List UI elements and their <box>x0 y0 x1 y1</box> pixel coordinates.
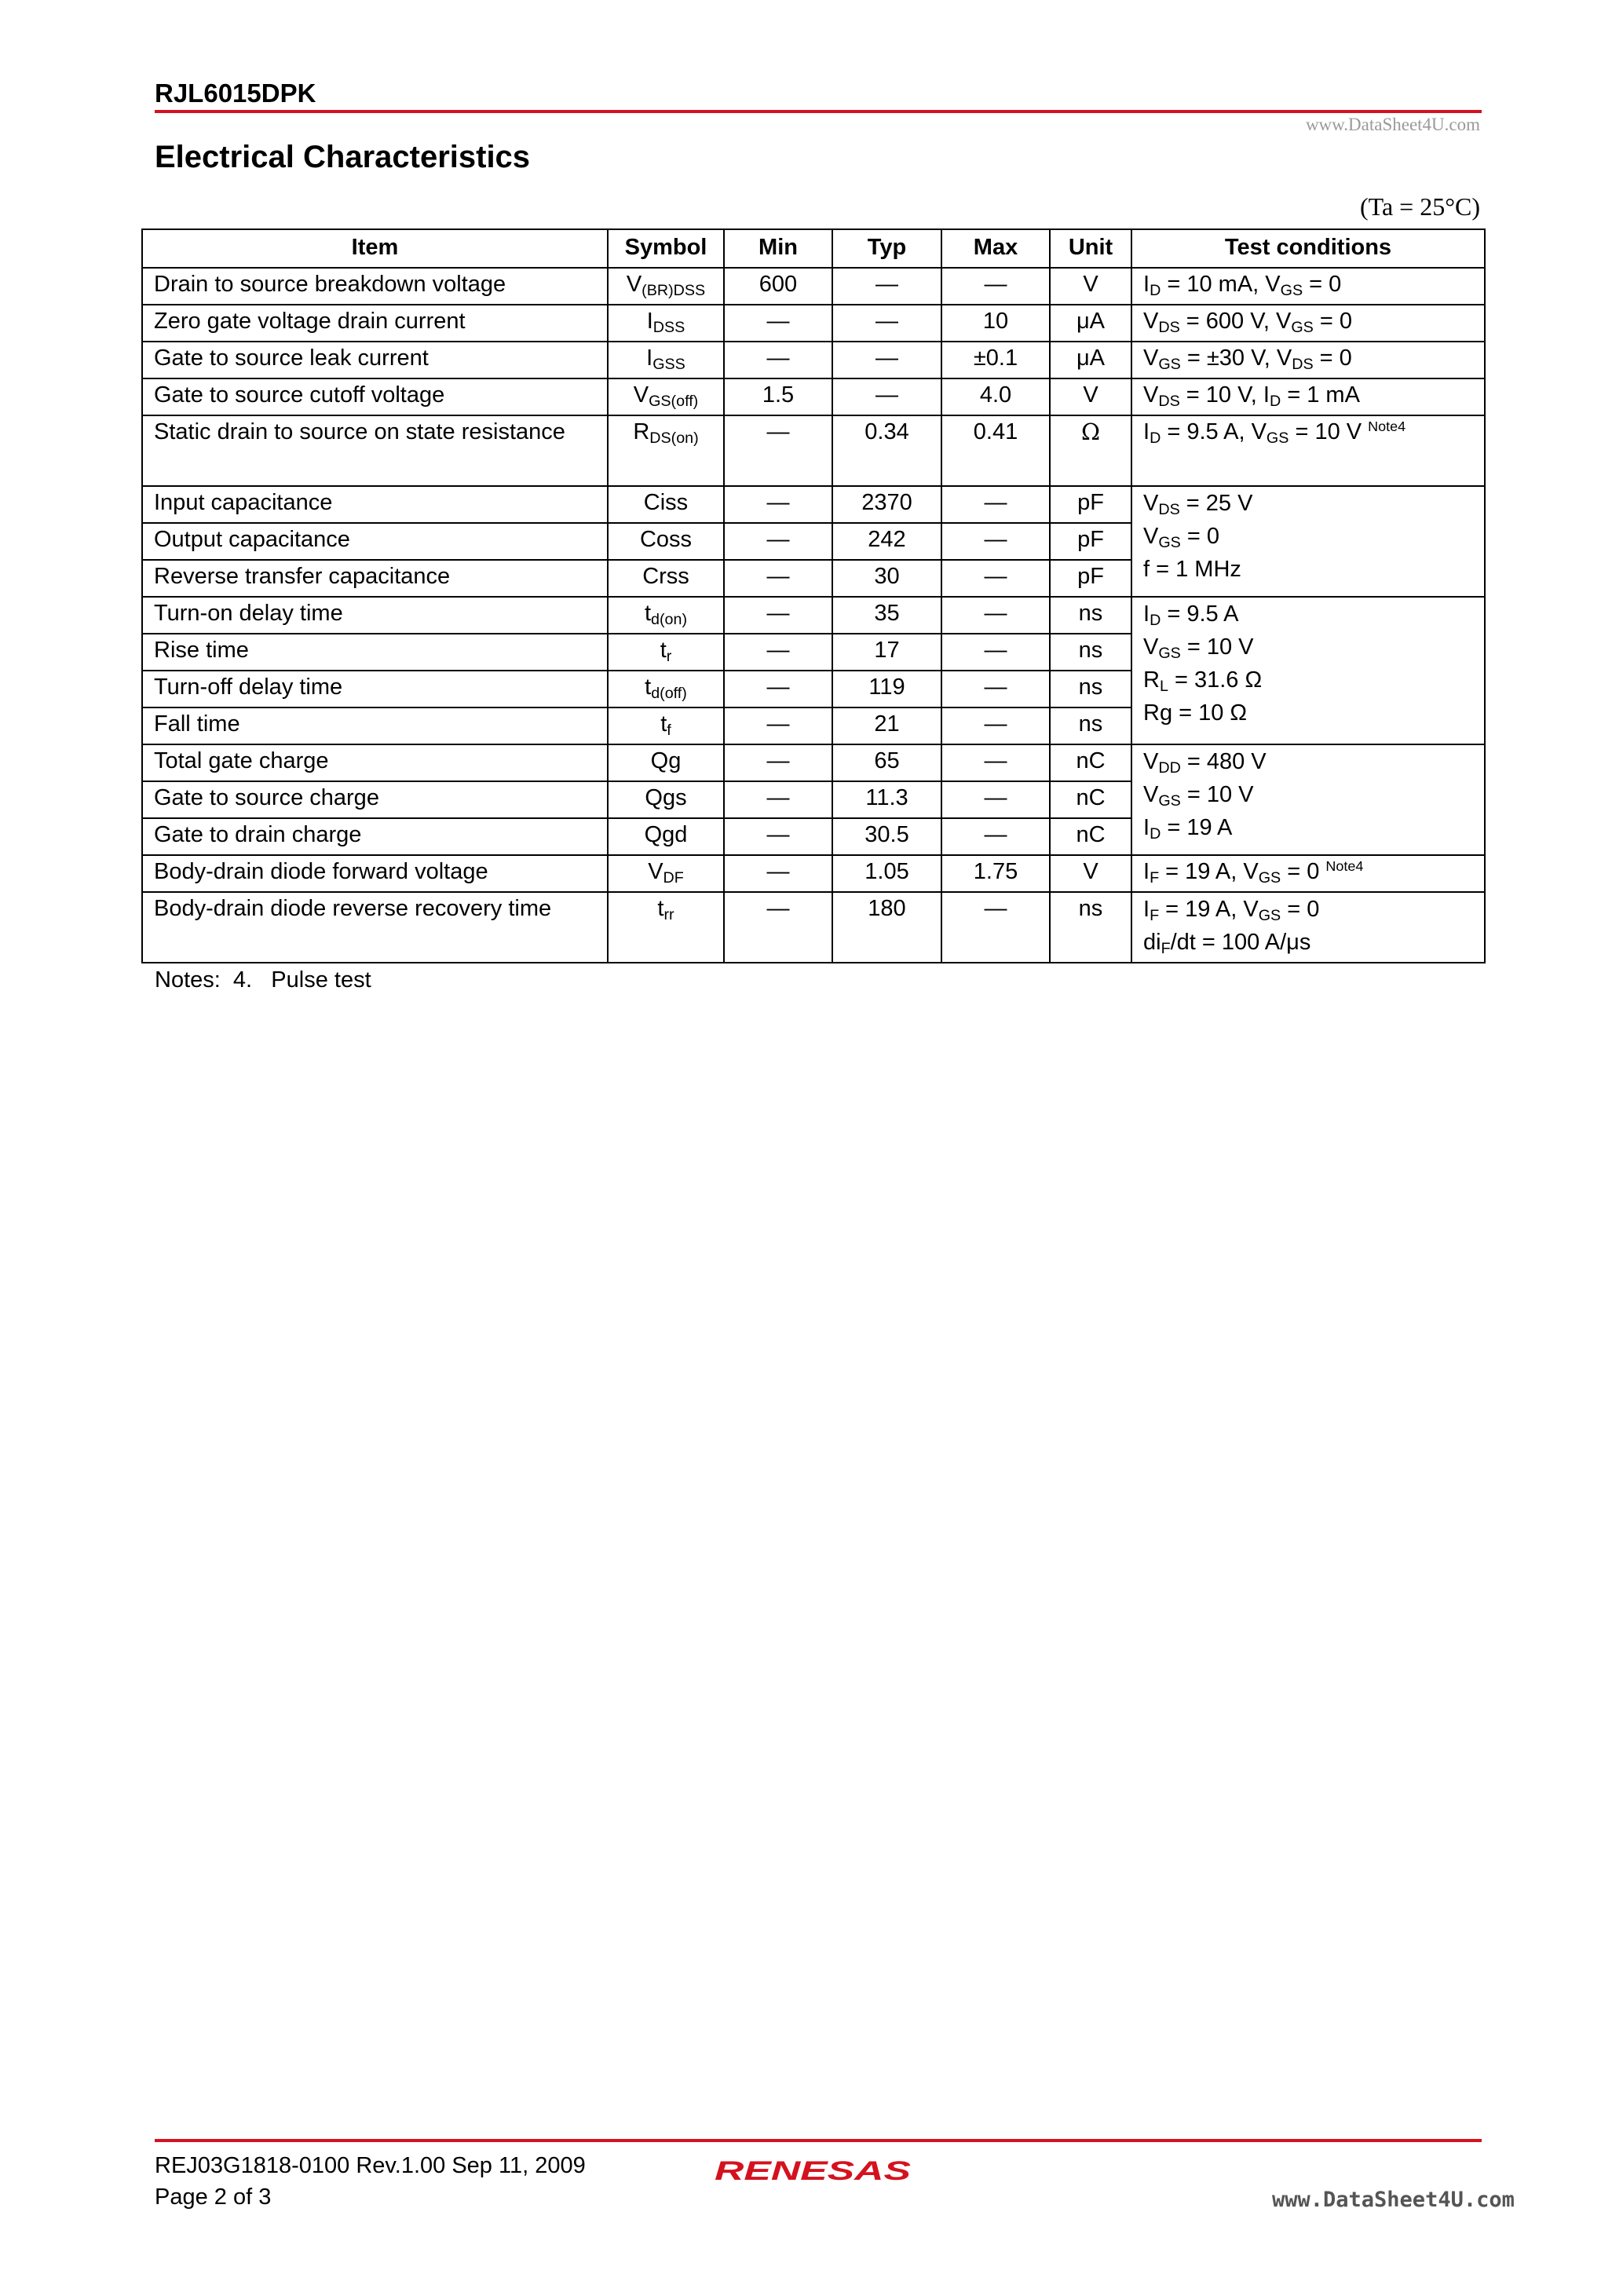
min-cell: — <box>724 560 832 597</box>
item-cell: Gate to drain charge <box>142 818 608 855</box>
column-header: Min <box>724 229 832 268</box>
unit-cell: Ω <box>1050 415 1131 486</box>
min-cell: — <box>724 707 832 744</box>
max-cell: — <box>941 892 1050 963</box>
item-cell: Gate to source charge <box>142 781 608 818</box>
typ-cell: 180 <box>832 892 941 963</box>
max-cell: — <box>941 597 1050 634</box>
min-cell: — <box>724 781 832 818</box>
unit-cell: nC <box>1050 818 1131 855</box>
table-row <box>142 342 1485 378</box>
item-cell: Gate to source leak current <box>142 342 608 378</box>
column-header: Unit <box>1050 229 1131 268</box>
typ-cell: 0.34 <box>832 415 941 486</box>
typ-cell: — <box>832 378 941 415</box>
max-cell: 10 <box>941 305 1050 342</box>
watermark-bottom[interactable]: www.DataSheet4U.com <box>1272 2188 1515 2212</box>
table-row <box>142 378 1485 415</box>
max-cell: — <box>941 486 1050 523</box>
logo-text: RENESAS <box>715 2156 912 2186</box>
ambient-condition: (Ta = 25°C) <box>1359 192 1480 221</box>
unit-cell: V <box>1050 855 1131 892</box>
test-condition-cell: $V_{DS} = 600$ V, $V_{GS} = 0$ <box>1131 305 1485 342</box>
renesas-logo-mark <box>713 2152 917 2186</box>
unit-cell: pF <box>1050 486 1131 523</box>
item-cell: Total gate charge <box>142 744 608 781</box>
item-cell: Input capacitance <box>142 486 608 523</box>
typ-cell: 2370 <box>832 486 941 523</box>
max-cell: — <box>941 671 1050 707</box>
max-cell: — <box>941 634 1050 671</box>
min-cell: — <box>724 415 832 486</box>
typ-cell: 242 <box>832 523 941 560</box>
notes: Notes: 4. Pulse test <box>155 967 371 993</box>
typ-cell: 1.05 <box>832 855 941 892</box>
min-cell: — <box>724 818 832 855</box>
section-title: Electrical Characteristics <box>155 140 531 174</box>
item-cell: Rise time <box>142 634 608 671</box>
min-cell: — <box>724 523 832 560</box>
table-row <box>142 744 1485 781</box>
max-cell: ±0.1 <box>941 342 1050 378</box>
unit-cell: V <box>1050 268 1131 305</box>
min-cell: — <box>724 744 832 781</box>
unit-cell: ns <box>1050 671 1131 707</box>
renesas-logo <box>713 2152 917 2190</box>
min-cell: — <box>724 305 832 342</box>
table-row <box>142 268 1485 305</box>
typ-cell: — <box>832 268 941 305</box>
min-cell: 600 <box>724 268 832 305</box>
table-row <box>142 597 1485 634</box>
symbol-cell: $t_f$ <box>608 707 724 744</box>
column-header: Symbol <box>608 229 724 268</box>
unit-cell: ns <box>1050 634 1131 671</box>
table-row <box>142 415 1485 486</box>
symbol-cell: $V_{DF}$ <box>608 855 724 892</box>
typ-cell: 17 <box>832 634 941 671</box>
symbol-cell: $R_{DS(on)}$ <box>608 415 724 486</box>
table-header-row <box>142 229 1485 268</box>
symbol-cell: $V_{GS(off)}$ <box>608 378 724 415</box>
symbol-cell: Ciss <box>608 486 724 523</box>
max-cell: — <box>941 707 1050 744</box>
typ-cell: 30 <box>832 560 941 597</box>
max-cell: 0.41 <box>941 415 1050 486</box>
test-condition-cell: $I_F = 19$ A, $V_{GS} = 0$ $di_F/dt = 100$ A/μs <box>1131 892 1485 963</box>
test-condition-cell: $V_{GS} = \pm 30$ V, $V_{DS} = 0$ <box>1131 342 1485 378</box>
min-cell: 1.5 <box>724 378 832 415</box>
footer-rule <box>155 2139 1482 2142</box>
typ-cell: — <box>832 342 941 378</box>
item-cell: Fall time <box>142 707 608 744</box>
min-cell: — <box>724 634 832 671</box>
item-cell: Turn-on delay time <box>142 597 608 634</box>
typ-cell: 119 <box>832 671 941 707</box>
test-condition-cell: $I_D = 9.5$ A, $V_{GS} = 10$ V $^{Note4}$ <box>1131 415 1485 486</box>
max-cell: — <box>941 560 1050 597</box>
max-cell: — <box>941 781 1050 818</box>
item-cell: Static drain to source on state resistance <box>142 415 608 486</box>
symbol-cell: Qgd <box>608 818 724 855</box>
column-header: Item <box>142 229 608 268</box>
typ-cell: 35 <box>832 597 941 634</box>
symbol-cell: Crss <box>608 560 724 597</box>
typ-cell: — <box>832 305 941 342</box>
max-cell: — <box>941 268 1050 305</box>
symbol-cell: $t_r$ <box>608 634 724 671</box>
min-cell: — <box>724 855 832 892</box>
unit-cell: ns <box>1050 707 1131 744</box>
typ-cell: 30.5 <box>832 818 941 855</box>
symbol-cell: $t_{rr}$ <box>608 892 724 963</box>
item-cell: Gate to source cutoff voltage <box>142 378 608 415</box>
min-cell: — <box>724 892 832 963</box>
item-cell: Reverse transfer capacitance <box>142 560 608 597</box>
symbol-cell: $t_{d(off)}$ <box>608 671 724 707</box>
column-header: Max <box>941 229 1050 268</box>
test-condition-cell: $I_D = 9.5$ A $V_{GS} = 10$ V $R_L = 31.6$ Ω Rg = 10 Ω <box>1131 597 1485 744</box>
symbol-cell: $V_{(BR)DSS}$ <box>608 268 724 305</box>
table-row <box>142 486 1485 523</box>
typ-cell: 21 <box>832 707 941 744</box>
electrical-characteristics-table <box>141 229 1486 963</box>
test-condition-cell: $V_{DD} = 480$ V $V_{GS} = 10$ V $I_D = 19$ A <box>1131 744 1485 855</box>
column-header: Typ <box>832 229 941 268</box>
item-cell: Body-drain diode forward voltage <box>142 855 608 892</box>
max-cell: — <box>941 818 1050 855</box>
page-number: Page 2 of 3 <box>155 2184 272 2210</box>
item-cell: Drain to source breakdown voltage <box>142 268 608 305</box>
max-cell: 4.0 <box>941 378 1050 415</box>
item-cell: Body-drain diode reverse recovery time <box>142 892 608 963</box>
item-cell: Zero gate voltage drain current <box>142 305 608 342</box>
item-cell: Turn-off delay time <box>142 671 608 707</box>
test-condition-cell: $I_D = 10$ mA, $V_{GS} = 0$ <box>1131 268 1485 305</box>
typ-cell: 11.3 <box>832 781 941 818</box>
column-header: Test conditions <box>1131 229 1485 268</box>
note-ref: Note4 <box>1368 419 1406 435</box>
min-cell: — <box>724 671 832 707</box>
unit-cell: pF <box>1050 560 1131 597</box>
min-cell: — <box>724 597 832 634</box>
unit-cell: μA <box>1050 342 1131 378</box>
table-row <box>142 855 1485 892</box>
symbol-cell: $I_{DSS}$ <box>608 305 724 342</box>
unit-cell: pF <box>1050 523 1131 560</box>
symbol-cell: Coss <box>608 523 724 560</box>
max-cell: 1.75 <box>941 855 1050 892</box>
symbol-cell: Qg <box>608 744 724 781</box>
unit-cell: ns <box>1050 892 1131 963</box>
min-cell: — <box>724 486 832 523</box>
item-cell: Output capacitance <box>142 523 608 560</box>
unit-cell: ns <box>1050 597 1131 634</box>
max-cell: — <box>941 523 1050 560</box>
table-row <box>142 305 1485 342</box>
unit-cell: nC <box>1050 781 1131 818</box>
min-cell: — <box>724 342 832 378</box>
typ-cell: 65 <box>832 744 941 781</box>
symbol-cell: $t_{d(on)}$ <box>608 597 724 634</box>
unit-cell: V <box>1050 378 1131 415</box>
note-ref: Note4 <box>1325 858 1364 875</box>
table-row <box>142 892 1485 963</box>
test-condition-cell: $I_F = 19$ A, $V_{GS} = 0$ $^{Note4}$ <box>1131 855 1485 892</box>
header-rule <box>155 110 1482 113</box>
unit-cell: μA <box>1050 305 1131 342</box>
max-cell: — <box>941 744 1050 781</box>
symbol-cell: Qgs <box>608 781 724 818</box>
symbol-cell: $I_{GSS}$ <box>608 342 724 378</box>
part-number: RJL6015DPK <box>155 79 316 108</box>
unit-cell: nC <box>1050 744 1131 781</box>
test-condition-cell: $V_{DS} = 25$ V $V_{GS} = 0$ f = 1 MHz <box>1131 486 1485 597</box>
test-condition-cell: $V_{DS} = 10$ V, $I_D = 1$ mA <box>1131 378 1485 415</box>
document-number: REJ03G1818-0100 Rev.1.00 Sep 11, 2009 <box>155 2153 586 2178</box>
watermark-top[interactable]: www.DataSheet4U.com <box>1305 115 1480 134</box>
